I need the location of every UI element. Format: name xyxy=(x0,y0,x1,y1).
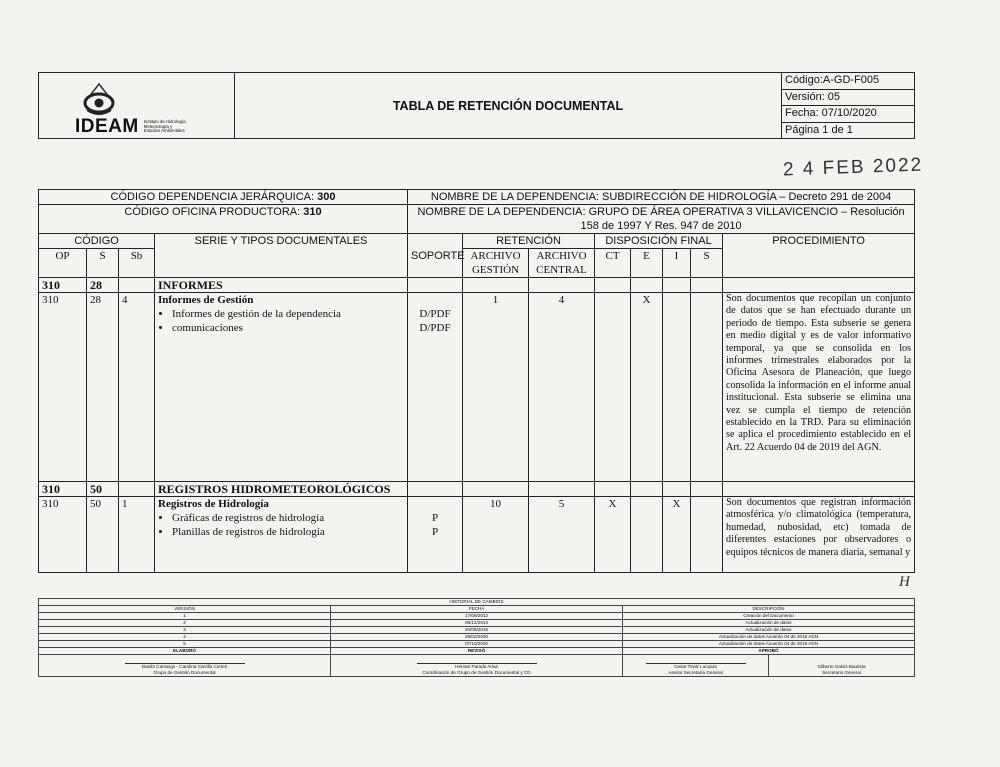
empty-cell xyxy=(595,482,631,497)
sub-docs xyxy=(155,497,408,573)
empty-cell xyxy=(663,482,691,497)
series-sb xyxy=(119,278,155,293)
history-description: Actualización de datos xyxy=(623,620,915,627)
col-retencion: RETENCIÓN xyxy=(463,234,595,249)
sub-sb: 4 xyxy=(119,293,155,482)
col-sb: Sb xyxy=(119,249,155,278)
history-date: 29/03/2020 xyxy=(331,634,623,641)
signature-cell xyxy=(331,655,623,677)
col-ct: CT xyxy=(595,249,631,278)
soporte-value: D/PDF xyxy=(419,308,451,320)
sub-archivo-central: 5 xyxy=(529,497,595,573)
history-date: 20/06/2018 xyxy=(331,627,623,634)
sub-op: 310 xyxy=(39,293,87,482)
control-box xyxy=(782,73,915,139)
col-soporte: SOPORTE xyxy=(408,234,463,278)
history-col-descripcion: DESCRIPCIÓN xyxy=(623,606,915,613)
dependency-row xyxy=(39,190,915,205)
col-disposicion: DISPOSICIÓN FINAL xyxy=(595,234,723,249)
doc-type-list xyxy=(158,511,404,539)
control-date: Fecha: 07/10/2020 xyxy=(782,106,914,123)
empty-cell xyxy=(691,482,723,497)
aprobo-label: APROBÓ xyxy=(623,648,915,655)
col-codigo: CÓDIGO xyxy=(39,234,155,249)
empty-cell xyxy=(529,482,595,497)
series-op: 310 xyxy=(39,278,87,293)
col-procedimiento: PROCEDIMIENTO xyxy=(723,234,915,278)
signer-name: Danilo Camargo - Carolina Carrillo Cortes xyxy=(141,664,227,669)
history-description: Actualización de datos Acuerdo 04 de 2019 AGN xyxy=(623,641,915,648)
history-version: 5 xyxy=(39,641,331,648)
empty-cell xyxy=(631,278,663,293)
sub-sb: 1 xyxy=(119,497,155,573)
sub-s: 28 xyxy=(87,293,119,482)
elaboro-label: ELABORÓ xyxy=(39,648,331,655)
col-serie: SERIE Y TIPOS DOCUMENTALES xyxy=(155,234,408,278)
document-header xyxy=(38,72,915,139)
empty-cell xyxy=(408,278,463,293)
history-row xyxy=(39,620,915,627)
signature-cell xyxy=(39,655,331,677)
series-s: 50 xyxy=(87,482,119,497)
signer-role: Grupo de Gestión Documental xyxy=(153,670,216,675)
soporte-value: P xyxy=(431,526,439,538)
sub-op: 310 xyxy=(39,497,87,573)
signature-cell xyxy=(769,655,915,677)
history-title: HISTORIAL DE CAMBIOS xyxy=(39,599,915,606)
empty-cell xyxy=(529,278,595,293)
series-s: 28 xyxy=(87,278,119,293)
history-row xyxy=(39,613,915,620)
empty-cell xyxy=(595,278,631,293)
series-row xyxy=(39,482,915,497)
sub-ct: X xyxy=(595,497,631,573)
sub-soporte xyxy=(408,497,463,573)
history-row xyxy=(39,641,915,648)
empty-cell xyxy=(663,278,691,293)
empty-cell xyxy=(691,278,723,293)
history-date: 07/10/2020 xyxy=(331,641,623,648)
column-header-row-1 xyxy=(39,234,915,249)
signer-role: Coordinación de Grupo de Gestión Documental y CD xyxy=(422,670,531,675)
subseries-row xyxy=(39,293,915,482)
dependency-name: NOMBRE DE LA DEPENDENCIA: SUBDIRECCIÓN DE HIDROLOGÍA – Decreto 291 de 2004 xyxy=(408,190,915,205)
handwritten-initial: H xyxy=(899,574,910,590)
control-version: Versión: 05 xyxy=(782,90,914,107)
sub-soporte xyxy=(408,293,463,482)
col-e: E xyxy=(631,249,663,278)
signature-cell xyxy=(623,655,769,677)
history-description: Actualización de datos xyxy=(623,627,915,634)
series-name: REGISTROS HIDROMETEOROLÓGICOS xyxy=(155,482,408,497)
dependency-code: CÓDIGO DEPENDENCIA JERÁRQUICA: 300 xyxy=(39,190,408,205)
history-description: Actualización de datos Acuerdo 04 de 2019 AGN xyxy=(623,634,915,641)
soporte-value: P xyxy=(431,512,439,524)
control-code: Código:A-GD-F005 xyxy=(782,73,914,90)
office-name: NOMBRE DE LA DEPENDENCIA: GRUPO DE ÁREA OPERATIVA 3 VILLAVICENCIO – Resolución 158 de 1997 Y Res. 947 de 2010 xyxy=(408,205,915,234)
series-row xyxy=(39,278,915,293)
history-version: 2 xyxy=(39,620,331,627)
doc-type: • Gráficas de registros de hidrología xyxy=(172,511,404,525)
col-op: OP xyxy=(39,249,87,278)
sub-ct xyxy=(595,293,631,482)
subseries-row xyxy=(39,497,915,573)
doc-type: • comunicaciones xyxy=(172,321,404,335)
sub-docs xyxy=(155,293,408,482)
subseries-name: Registros de Hidrología xyxy=(158,498,269,510)
logo-text xyxy=(75,116,187,138)
subseries-name: Informes de Gestión xyxy=(158,294,254,306)
history-date: 05/12/2014 xyxy=(331,620,623,627)
logo-line1: Instituto de Hidrología, xyxy=(143,118,187,124)
history-version: 3 xyxy=(39,627,331,634)
sub-sel xyxy=(691,293,723,482)
history-col-version: VERSIÓN xyxy=(39,606,331,613)
control-page: Página 1 de 1 xyxy=(785,123,853,136)
series-sb xyxy=(119,482,155,497)
document-title: TABLA DE RETENCIÓN DOCUMENTAL xyxy=(235,73,782,139)
col-i: I xyxy=(663,249,691,278)
signer-role: Secretario General xyxy=(822,670,861,675)
sub-archivo-gestion: 1 xyxy=(463,293,529,482)
sub-procedimiento: Son documentos que recopilan un conjunto de datos que se han efectuado durante un periodo de tiempo. Esta subserie se genera en medio digital y es de valor informativo temporal, ya que se consolida en los informes trimestrales elaborados por la Oficina Asesora de Planeación, que luego consolida la información en el informe anual institucional. Esta subserie se elimina una vez se cumpla el tiempo de retención establecido en la TRD. Para su eliminación se aplica el procedimiento establecido en el Art. 22 Acuerdo 04 de 2019 del AGN. xyxy=(723,293,915,482)
soporte-value: D/PDF xyxy=(419,322,451,334)
history-col-fecha: FECHA xyxy=(331,606,623,613)
col-s: S xyxy=(87,249,119,278)
empty-cell xyxy=(408,482,463,497)
col-archivo-central: ARCHIVO CENTRAL xyxy=(529,249,595,278)
history-version: 1 xyxy=(39,613,331,620)
reviso-label: REVISÓ xyxy=(331,648,623,655)
history-version: 4 xyxy=(39,634,331,641)
history-description: Creación del Documento xyxy=(623,613,915,620)
logo-line2: Meteorología y xyxy=(143,123,173,129)
sub-archivo-central: 4 xyxy=(529,293,595,482)
col-archivo-gestion: ARCHIVO GESTIÓN xyxy=(463,249,529,278)
logo-line3: Estudios Ambientales xyxy=(143,128,185,134)
change-history-table xyxy=(38,598,915,677)
sub-i xyxy=(663,293,691,482)
doc-type: • Planillas de registros de hidrología xyxy=(172,525,404,539)
empty-cell xyxy=(631,482,663,497)
signer-role: Asesor Secretaría General xyxy=(668,670,723,675)
empty-cell xyxy=(723,278,915,293)
sub-e xyxy=(631,497,663,573)
retention-table xyxy=(38,189,915,573)
signer-name: Hernan Parada Arias xyxy=(455,664,498,669)
col-sel: S xyxy=(691,249,723,278)
received-date-stamp: 2 4 FEB 2022 xyxy=(782,154,924,181)
sub-s: 50 xyxy=(87,497,119,573)
history-date: 17/09/2012 xyxy=(331,613,623,620)
sub-archivo-gestion: 10 xyxy=(463,497,529,573)
history-row xyxy=(39,634,915,641)
signer-name: Gilberto Galvis Bautista xyxy=(817,664,866,669)
sub-i: X xyxy=(663,497,691,573)
doc-type-list xyxy=(158,307,404,335)
sub-e: X xyxy=(631,293,663,482)
office-row xyxy=(39,205,915,234)
sub-procedimiento: Son documentos que registran información atmosférica y/o climatológica (temperatura, humedad, nubosidad, etc) tomada de diferentes estaciones por observadores o equipos técnicos de manera diaria, semanal y xyxy=(723,497,915,573)
history-row xyxy=(39,627,915,634)
logo-cell xyxy=(39,73,235,139)
signer-name: Cesar Tovar Lucuara xyxy=(674,664,717,669)
logo-acronym: IDEAM xyxy=(75,116,139,137)
empty-cell xyxy=(463,482,529,497)
office-code: CÓDIGO OFICINA PRODUCTORA: 310 xyxy=(39,205,408,234)
doc-type: • Informes de gestión de la dependencia xyxy=(172,307,404,321)
series-name: INFORMES xyxy=(155,278,408,293)
series-op: 310 xyxy=(39,482,87,497)
empty-cell xyxy=(463,278,529,293)
empty-cell xyxy=(723,482,915,497)
sub-sel xyxy=(691,497,723,573)
